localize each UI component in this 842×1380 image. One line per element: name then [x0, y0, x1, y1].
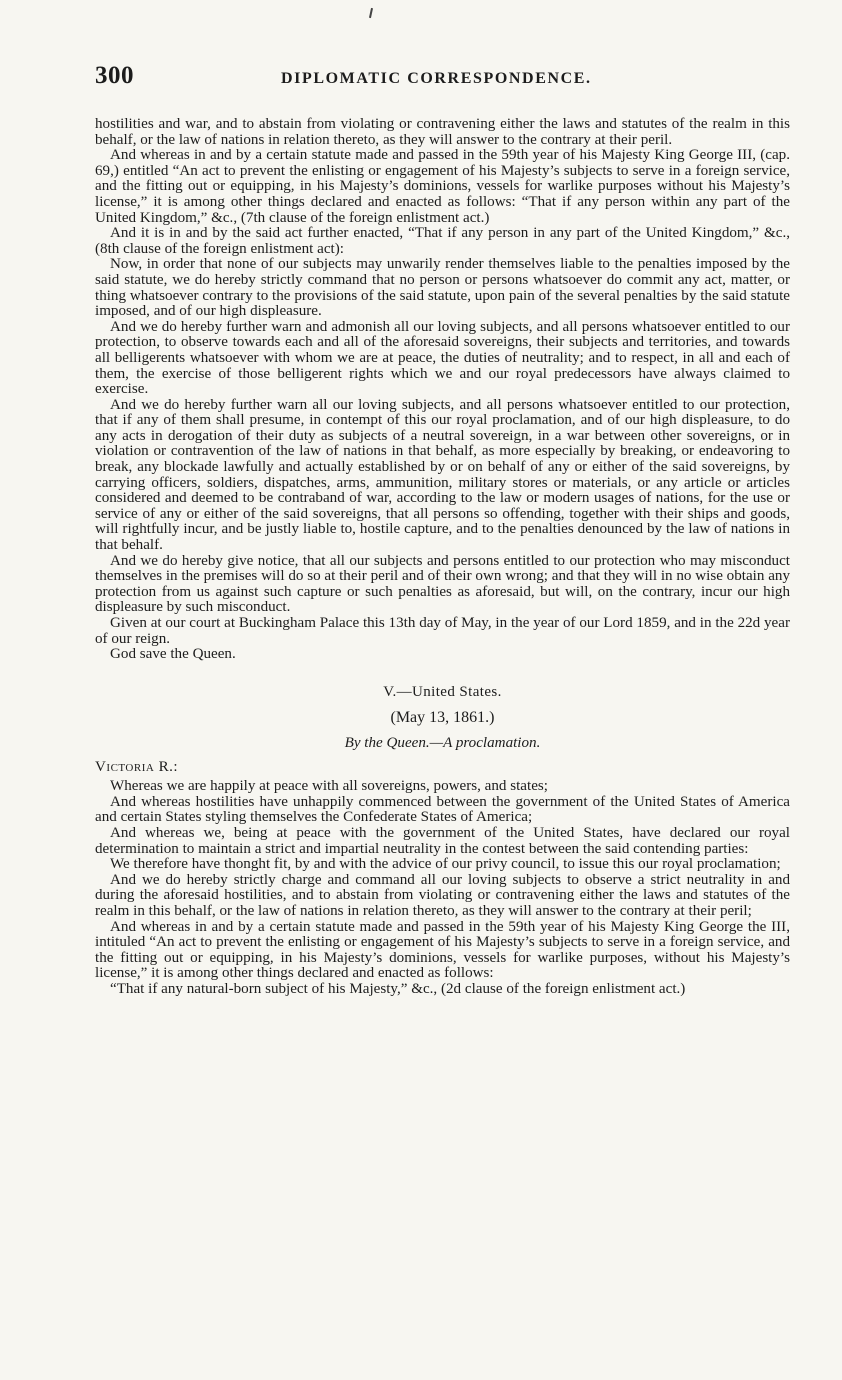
- paragraph: And it is in and by the said act further enacted, “That if any person in any part of the United Kingdom,” &c., (8th clause of the foreign enlistment act):: [95, 225, 790, 257]
- stray-ink-mark: [369, 8, 373, 18]
- page-header: [95, 62, 790, 98]
- paragraph: “That if any natural-born subject of his Majesty,” &c., (2d clause of the foreign enlistment act.): [110, 980, 686, 997]
- paragraph: And whereas hostilities have unhappily commenced between the government of the United States of America and certain States styling themselves the Confederate States of America;: [95, 793, 790, 826]
- paragraph: Whereas we are happily at peace with all sovereigns, powers, and states;: [110, 778, 548, 795]
- paragraph: And we do hereby strictly charge and command all our loving subjects to observe a strict neutrality in and during the aforesaid hostilities, and to abstain from violating or contravening either the laws and statutes of the realm in this behalf, or the law of nations in relation thereto, as they will answer to the contrary at their peril;: [95, 871, 790, 919]
- running-head: DIPLOMATIC CORRESPONDENCE.: [281, 70, 592, 87]
- paragraph: And whereas in and by a certain statute made and passed in the 59th year of his Majesty King George III, (cap. 69,) entitled “An act to prevent the enlisting or engagement of his Majesty’s subjects to serve in a foreign service, and the fitting out or equipping, in his Majesty’s dominions, vessels for warlike purposes without his Majesty’s license,” it is among other things declared and enacted as follows: “That if any person within any part of the United Kingdom,” &c., (7th clause of the foreign enlistment act.): [95, 147, 790, 226]
- proclamation-title: By the Queen.—A proclamation.: [344, 734, 541, 751]
- page-number: 300: [95, 62, 134, 89]
- paragraph: And we do hereby give notice, that all our subjects and persons entitled to our protection who may misconduct themselves in the premises will do so at their peril and of their own wrong; and that they will in no wise obtain any protection from us against such capture or such penalties as aforesaid, but will, on the contrary, incur our high displeasure by such misconduct.: [95, 552, 790, 616]
- paragraph: And we do hereby further warn all our loving subjects, and all persons whatsoever entitled to our protection, that if any of them shall presume, in contempt of this our royal proclamation, and of our high displeasure, to do any acts in derogation of their duty as subjects of a neutral sovereign, in a war between other sovereigns, or in violation or contravention of the law of nations in that behalf, as more especially by breaking, or endeavoring to break, any blockade lawfully and actually established by or on behalf of any or either of the said sovereigns, by carrying officers, soldiers, dispatches, arms, ammunition, military stores or materials, or any article or articles considered and deemed to be contraband of war, according to the law or modern usages of nations, for the use or service of any or either of the said sovereigns, that all persons so offending, together with their ships and goods, will rightfully incur, and be justly liable to, hostile capture, and to the penalties denounced by the law of nations in that behalf.: [95, 396, 790, 554]
- section-date: (May 13, 1861.): [390, 709, 495, 727]
- paragraph: And whereas in and by a certain statute made and passed in the 59th year of his Majesty King George the III, intituled “An act to prevent the enlisting or engagement of his Majesty’s subjects to serve in a foreign service, and the fitting out or equipping, in his Majesty’s dominions, vessels for warlike purposes, without his Majesty’s license,” it is among other things declared and enacted as follows:: [95, 918, 790, 982]
- paragraph: And whereas we, being at peace with the government of the United States, have declared our royal determination to maintain a strict and impartial neutrality in the contest between the said contending parties:: [95, 824, 790, 857]
- paragraph: We therefore have thonght fit, by and with the advice of our privy council, to issue this our royal proclamation;: [110, 856, 781, 873]
- paragraph: And we do hereby further warn and admonish all our loving subjects, and all persons whatsoever entitled to our protection, to observe towards each and all of the aforesaid sovereigns, their subjects and territories, and towards all belligerents whatsoever with whom we are at peace, the duties of neutrality; and to respect, in all and each of them, the exercise of those belligerent rights which we and our royal predecessors have always claimed to exercise.: [95, 318, 790, 398]
- paragraph: hostilities and war, and to abstain from violating or contravening either the laws and statutes of the realm in this behalf, or the law of nations in relation thereto, as they will answer to the contrary at their peril.: [95, 116, 790, 148]
- closing-line: God save the Queen.: [110, 646, 236, 663]
- paragraph: Given at our court at Buckingham Palace this 13th day of May, in the year of our Lord 1859, and in the 22d year of our reign.: [95, 615, 790, 647]
- body-text: [95, 117, 790, 997]
- paragraph: Now, in order that none of our subjects may unwarily render themselves liable to the penalties imposed by the said statute, we do hereby strictly command that no person or persons whatsoever do commit any act, matter, or thing whatsoever contrary to the provisions of the said statute, upon pain of the several penalties by the said statute imposed, and of our high displeasure.: [95, 256, 790, 320]
- section-heading: V.—United States.: [383, 683, 502, 700]
- signature: Victoria R.:: [95, 758, 179, 775]
